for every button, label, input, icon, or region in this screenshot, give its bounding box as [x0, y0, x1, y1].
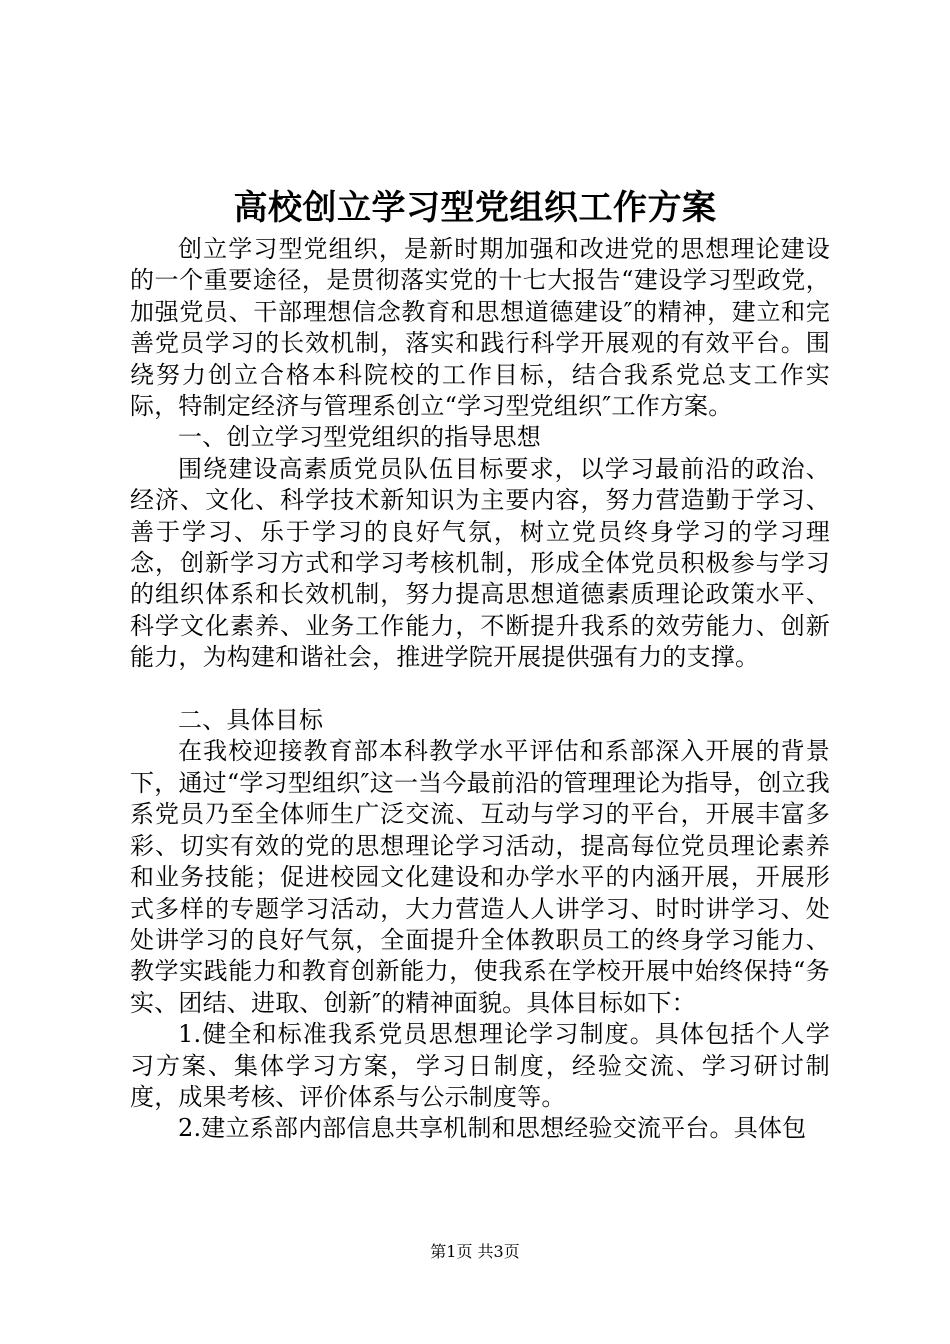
guiding-ideology-paragraph: 围绕建设高素质党员队伍目标要求，以学习最前沿的政治、经济、文化、科学技术新知识为主要内容，努力营造勤于学习、善于学习、乐于学习的良好气氛，树立党员终身学习的学习理念，创新学习方式和学习考核机制，形成全体党员积极参与学习的组织体系和长效机制，努力提高思想道德素质理论政策水平、科学文化素养、业务工作能力，不断提升我系的效劳能力、创新能力，为构建和谐社会，推进学院开展提供强有力的支撑。: [130, 454, 830, 672]
goal-item-2: 2.建立系部内部信息共享机制和思想经验交流平台。具体包: [178, 1114, 807, 1143]
section-heading-guiding-ideology: 一、创立学习型党组织的指导思想: [178, 423, 541, 452]
intro-paragraph: 创立学习型党组织，是新时期加强和改进党的思想理论建设的一个重要途径，是贯彻落实党的十七大报告“建设学习型政党，加强党员、干部理想信念教育和思想道德建设″的精神，建立和完善党员学习的长效机制，落实和践行科学开展观的有效平台。围绕努力创立合格本科院校的工作目标，结合我系党总支工作实际，特制定经济与管理系创立“学习型党组织″工作方案。: [130, 235, 830, 421]
page-footer: 第1页 共3页: [430, 1242, 520, 1261]
section-heading-specific-goals: 二、具体目标: [178, 706, 324, 735]
document-title: 高校创立学习型党组织工作方案: [233, 188, 717, 228]
specific-goals-paragraph: 在我校迎接教育部本科教学水平评估和系部深入开展的背景下，通过“学习型组织″这一当今最前沿的管理理论为指导，创立我系党员乃至全体师生广泛交流、互动与学习的平台，开展丰富多彩、切实有效的党的思想理论学习活动，提高每位党员理论素养和业务技能；促进校园文化建设和办学水平的内涵开展，开展形式多样的专题学习活动，大力营造人人讲学习、时时讲学习、处处讲学习的良好气氛，全面提升全体教职员工的终身学习能力、教学实践能力和教育创新能力，使我系在学校开展中始终保持“务实、团结、进取、创新″的精神面貌。具体目标如下：: [130, 737, 830, 1017]
document-body: [130, 234, 830, 1145]
goal-item-1: 1.健全和标准我系党员思想理论学习制度。具体包括个人学习方案、集体学习方案，学习日制度，经验交流、学习研讨制度，成果考核、评价体系与公示制度等。: [130, 1020, 830, 1111]
